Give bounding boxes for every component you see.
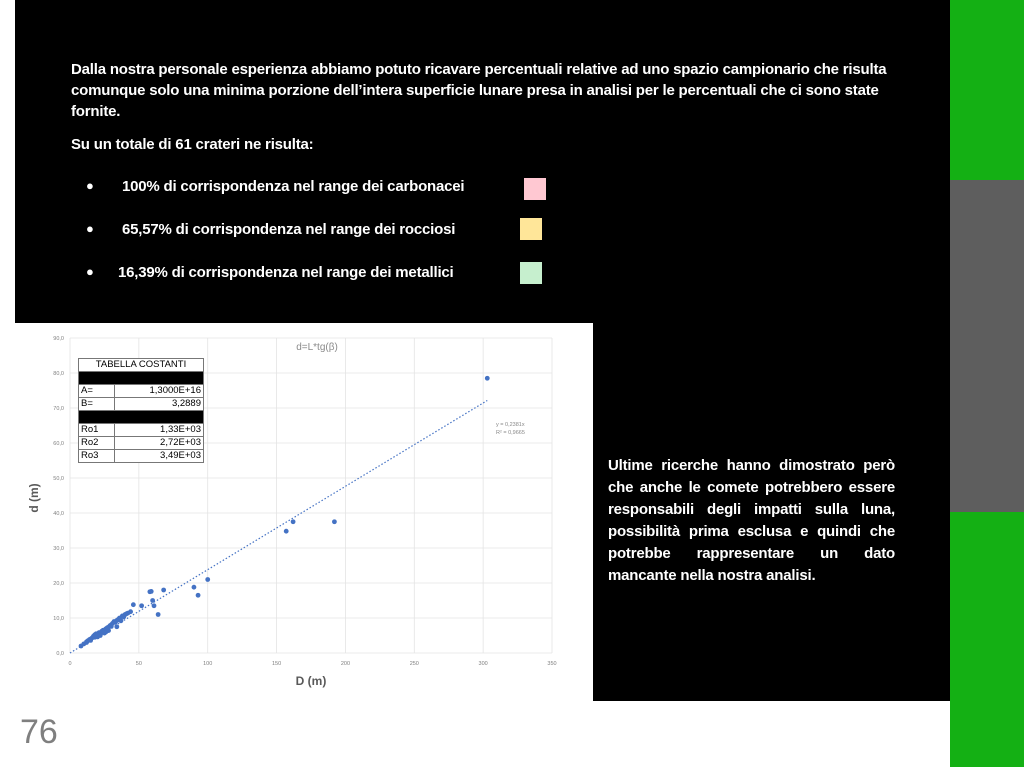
data-point [284, 529, 289, 534]
table-row [79, 424, 204, 437]
total-paragraph: Su un totale di 61 crateri ne risulta: [71, 136, 314, 153]
data-point [139, 603, 144, 608]
y-tick-label: 70,0 [53, 406, 64, 412]
side-band-gray [950, 180, 1024, 512]
data-point [128, 609, 133, 614]
table-cell-label: B= [79, 398, 115, 411]
x-tick-label: 100 [203, 661, 213, 667]
x-tick-label: 200 [340, 661, 351, 667]
metallici-color-swatch [520, 262, 542, 284]
table-cell-label: Ro2 [79, 437, 115, 450]
data-point [124, 611, 129, 616]
y-tick-label: 20,0 [53, 581, 64, 587]
side-band-green-bottom [950, 512, 1024, 767]
side-band-green-top [950, 0, 1024, 180]
constants-table-title: TABELLA COSTANTI [79, 359, 204, 372]
data-point [205, 577, 210, 582]
table-separator-cell [79, 372, 204, 385]
table-cell-label: Ro1 [79, 424, 115, 437]
bullet-dot: ● [86, 264, 94, 279]
table-cell-value: 3,49E+03 [114, 450, 203, 463]
bullet-carbonacei: 100% di corrispondenza nel range dei carbonacei [122, 178, 465, 195]
x-tick-label: 350 [547, 661, 557, 667]
data-point [95, 633, 100, 638]
y-tick-label: 40,0 [53, 511, 64, 517]
table-cell-label: Ro3 [79, 450, 115, 463]
constants-table-header [79, 359, 204, 372]
table-row [79, 450, 204, 463]
chart-title: d=L*tg(β) [296, 342, 338, 353]
constants-table [78, 358, 204, 463]
data-point [291, 519, 296, 524]
page-number: 76 [20, 713, 58, 751]
table-cell-value: 1,3000E+16 [114, 385, 203, 398]
x-tick-label: 50 [135, 661, 142, 667]
y-tick-label: 10,0 [53, 616, 64, 622]
data-point [114, 624, 119, 629]
data-point [332, 519, 337, 524]
y-tick-label: 0,0 [56, 651, 64, 657]
bullet-rocciosi: 65,57% di corrispondenza nel range dei rocciosi [122, 221, 456, 238]
y-tick-label: 50,0 [53, 476, 64, 482]
data-point [196, 593, 201, 598]
carbonacei-color-swatch [524, 178, 546, 200]
y-tick-label: 80,0 [53, 371, 64, 377]
table-separator-cell [79, 411, 204, 424]
table-row [79, 398, 204, 411]
data-point [485, 376, 490, 381]
data-point [84, 640, 89, 645]
y-tick-label: 90,0 [53, 336, 64, 342]
table-row [79, 385, 204, 398]
x-tick-label: 150 [271, 661, 282, 667]
data-point [156, 612, 161, 617]
x-tick-label: 0 [68, 661, 72, 667]
table-cell-label: A= [79, 385, 115, 398]
data-point [150, 598, 155, 603]
table-row [79, 437, 204, 450]
trendline-r-squared: R² = 0,9665 [496, 430, 525, 436]
side-paragraph: Ultime ricerche hanno dimostrato però che anche le comete potrebbero essere responsabili degli impatti sulla luna, possibilità prima esclusa e quindi che potrebbe rappresentare un dato mancante nella nostra analisi. [608, 457, 895, 584]
data-point [161, 588, 166, 593]
data-point [114, 618, 119, 623]
trendline-equation: y = 0,2381x [496, 422, 525, 428]
table-separator [79, 411, 204, 424]
x-tick-label: 300 [478, 661, 488, 667]
x-axis-label: D (m) [295, 674, 327, 688]
data-point [101, 630, 106, 635]
y-tick-label: 60,0 [53, 441, 64, 447]
data-point [106, 625, 111, 630]
x-tick-label: 250 [409, 661, 419, 667]
data-point [149, 589, 154, 594]
intro-paragraph: Dalla nostra personale esperienza abbiamo potuto ricavare percentuali relative ad uno spazio campionario che risulta comunque solo una minima porzione dell’intera superficie lunare presa in analisi per le percentuali che ci sono state fornite. [71, 61, 887, 120]
bullet-metallici: 16,39% di corrispondenza nel range dei metallici [118, 264, 454, 281]
bullet-dot: ● [86, 221, 94, 236]
data-point [131, 602, 136, 607]
y-axis-label: d (m) [27, 483, 41, 513]
rocciosi-color-swatch [520, 218, 542, 240]
table-cell-value: 2,72E+03 [114, 437, 203, 450]
left-margin [0, 0, 15, 767]
y-tick-label: 30,0 [53, 546, 64, 552]
data-point [192, 585, 197, 590]
table-cell-value: 1,33E+03 [114, 424, 203, 437]
bullet-dot: ● [86, 178, 94, 193]
table-separator [79, 372, 204, 385]
table-cell-value: 3,2889 [114, 398, 203, 411]
data-point [152, 603, 157, 608]
data-point [88, 638, 93, 643]
